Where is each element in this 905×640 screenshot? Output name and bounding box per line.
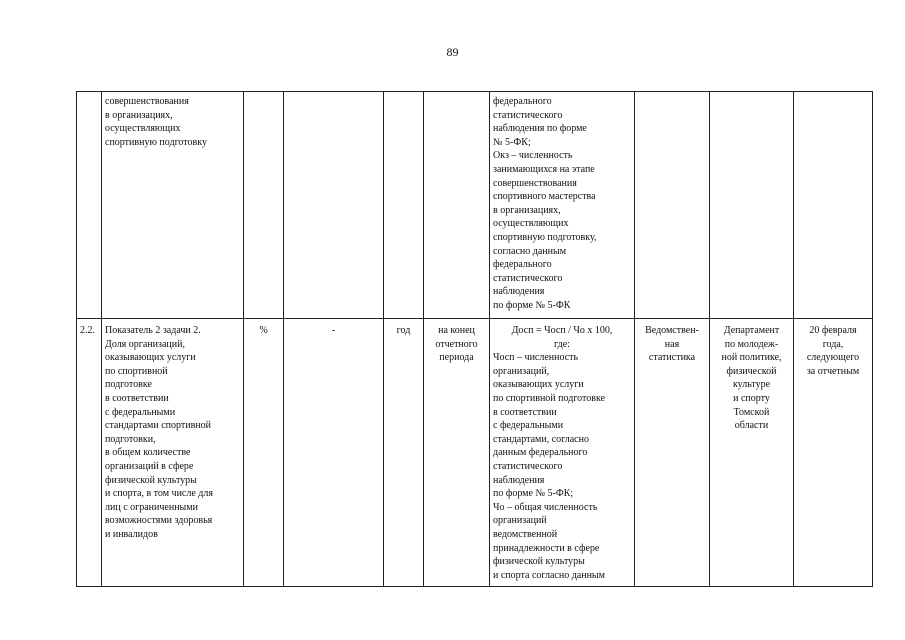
row-number-cell: 2.2. (77, 319, 102, 587)
row-number-cell (77, 92, 102, 319)
source-cell: Ведомствен- ная статистика (635, 319, 710, 587)
method-cell: федерального статистического наблюдения по форме № 5-ФК; Окз – численность занимающихся на этапе совершенствования спортивного мастерства в организациях, осуществляющих спортивную подготовку, согласно данным федерального статистического наблюдения по форме № 5-ФК (490, 92, 635, 319)
interval-cell: на конец отчетного периода (424, 319, 490, 587)
direction-cell (284, 92, 384, 319)
indicator-name-cell: Показатель 2 задачи 2. Доля организаций, оказывающих услуги по спортивной подготовке в соответствии с федеральными стандартами спортивной подготовки, в общем количестве организаций в сфере физической культуры и спорта, в том числе для лиц с ограниченными возможностями здоровья и инвалидов (102, 319, 244, 587)
unit-cell: % (244, 319, 284, 587)
deadline-cell: 20 февраля года, следующего за отчетным (794, 319, 873, 587)
unit-cell (244, 92, 284, 319)
responsible-cell (710, 92, 794, 319)
indicators-table (76, 91, 873, 587)
method-cell (490, 319, 635, 587)
responsible-cell: Департамент по молодеж- ной политике, физической культуре и спорту Томской области (710, 319, 794, 587)
source-cell (635, 92, 710, 319)
interval-cell (424, 92, 490, 319)
method-formula: Досп = Чосп / Чо x 100, где: (511, 325, 613, 350)
direction-cell: - (284, 319, 384, 587)
periodicity-cell: год (384, 319, 424, 587)
table-row (77, 92, 873, 319)
indicator-name-cell: совершенствования в организациях, осуществляющих спортивную подготовку (102, 92, 244, 319)
deadline-cell (794, 92, 873, 319)
page-number: 89 (446, 45, 459, 59)
table-row (77, 319, 873, 587)
periodicity-cell (384, 92, 424, 319)
method-description: Чосп – численность организаций, оказывающих услуги по спортивной подготовке в соответствии с федеральными стандартами, согласно данным федерального статистического наблюдения по форме № 5-ФК; Чо – общая численность организаций ведомственной принадлежности в сфере физической культуры и спорта согласно данным (493, 352, 606, 581)
